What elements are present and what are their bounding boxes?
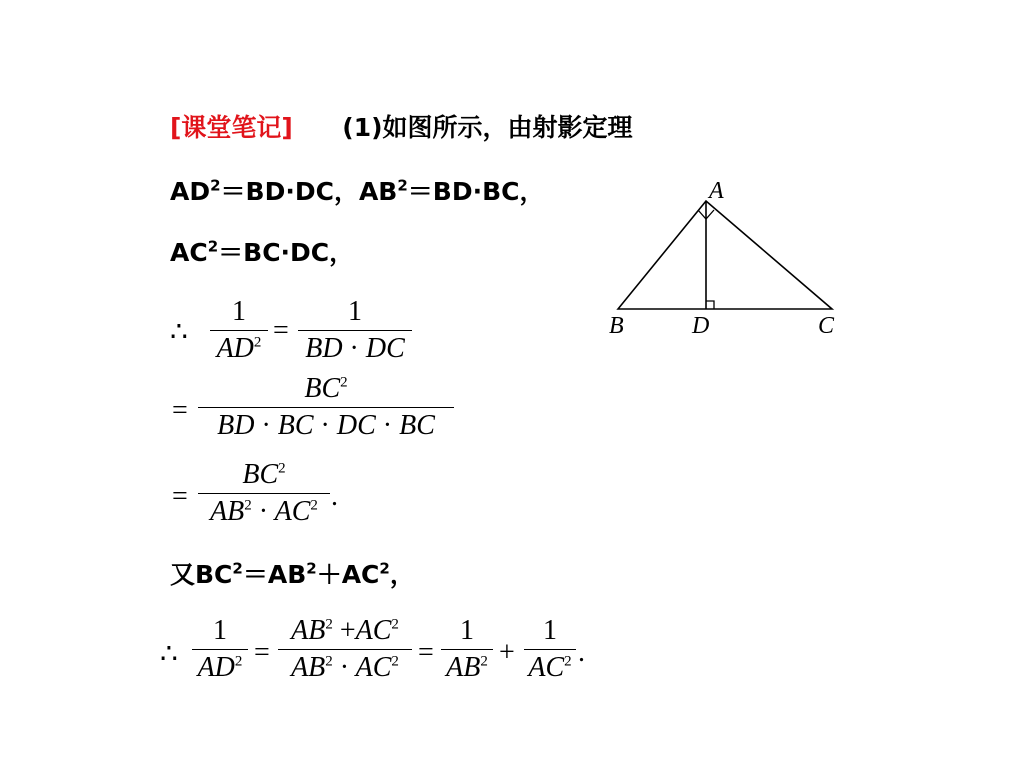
note-line-1 <box>170 111 633 145</box>
note-intro: (1)如图所示，由射影定理 <box>342 113 633 142</box>
equals-sign: = <box>172 481 188 512</box>
vertex-label-c: C <box>818 313 835 339</box>
fraction-bc2-over-ab2-ac2: $BC^2$ $AB^2 \cdot AC^2$ <box>198 459 330 528</box>
fraction-sum-over-product: $AB^2 +AC^2$ $AB^2 \cdot AC^2$ <box>278 615 412 684</box>
note-line-7: 又$BC^2=AB^2+AC^2$， <box>170 559 415 589</box>
period: . <box>331 481 338 512</box>
period: . <box>578 637 585 668</box>
triangle-abc <box>618 201 832 309</box>
fraction-1-over-ad2: 1 $AD^2$ <box>210 296 268 365</box>
equals-sign: = <box>254 637 270 668</box>
note-line-2: $AD^2=BD\cdot DC$，$AB^2=BD\cdot BC$， <box>170 176 545 206</box>
therefore-symbol: ∴ <box>160 639 178 670</box>
vertex-label-b: B <box>609 313 624 339</box>
vertex-label-a: A <box>709 178 724 204</box>
equals-sign: = <box>418 637 434 668</box>
right-angle-mark-d <box>706 301 714 309</box>
note-line-3: $AC^2=BC\cdot DC$， <box>170 237 355 267</box>
plus-sign: + <box>499 637 515 668</box>
right-triangle-figure <box>600 175 860 345</box>
fraction-1-over-ad2: 1 $AD^2$ <box>192 615 248 684</box>
fraction-bc2-over-product: $BC^2$ BD · BC · DC · BC <box>198 373 454 442</box>
note-tag: [课堂笔记] <box>170 113 293 142</box>
equals-sign: = <box>273 315 289 346</box>
fraction-1-over-ab2: 1 $AB^2$ <box>441 615 493 684</box>
vertex-label-d: D <box>692 313 710 339</box>
equals-sign: = <box>172 395 188 426</box>
therefore-symbol: ∴ <box>170 317 188 348</box>
fraction-1-over-bd-dc: 1 BD · DC <box>298 296 412 365</box>
fraction-1-over-ac2: 1 $AC^2$ <box>524 615 576 684</box>
